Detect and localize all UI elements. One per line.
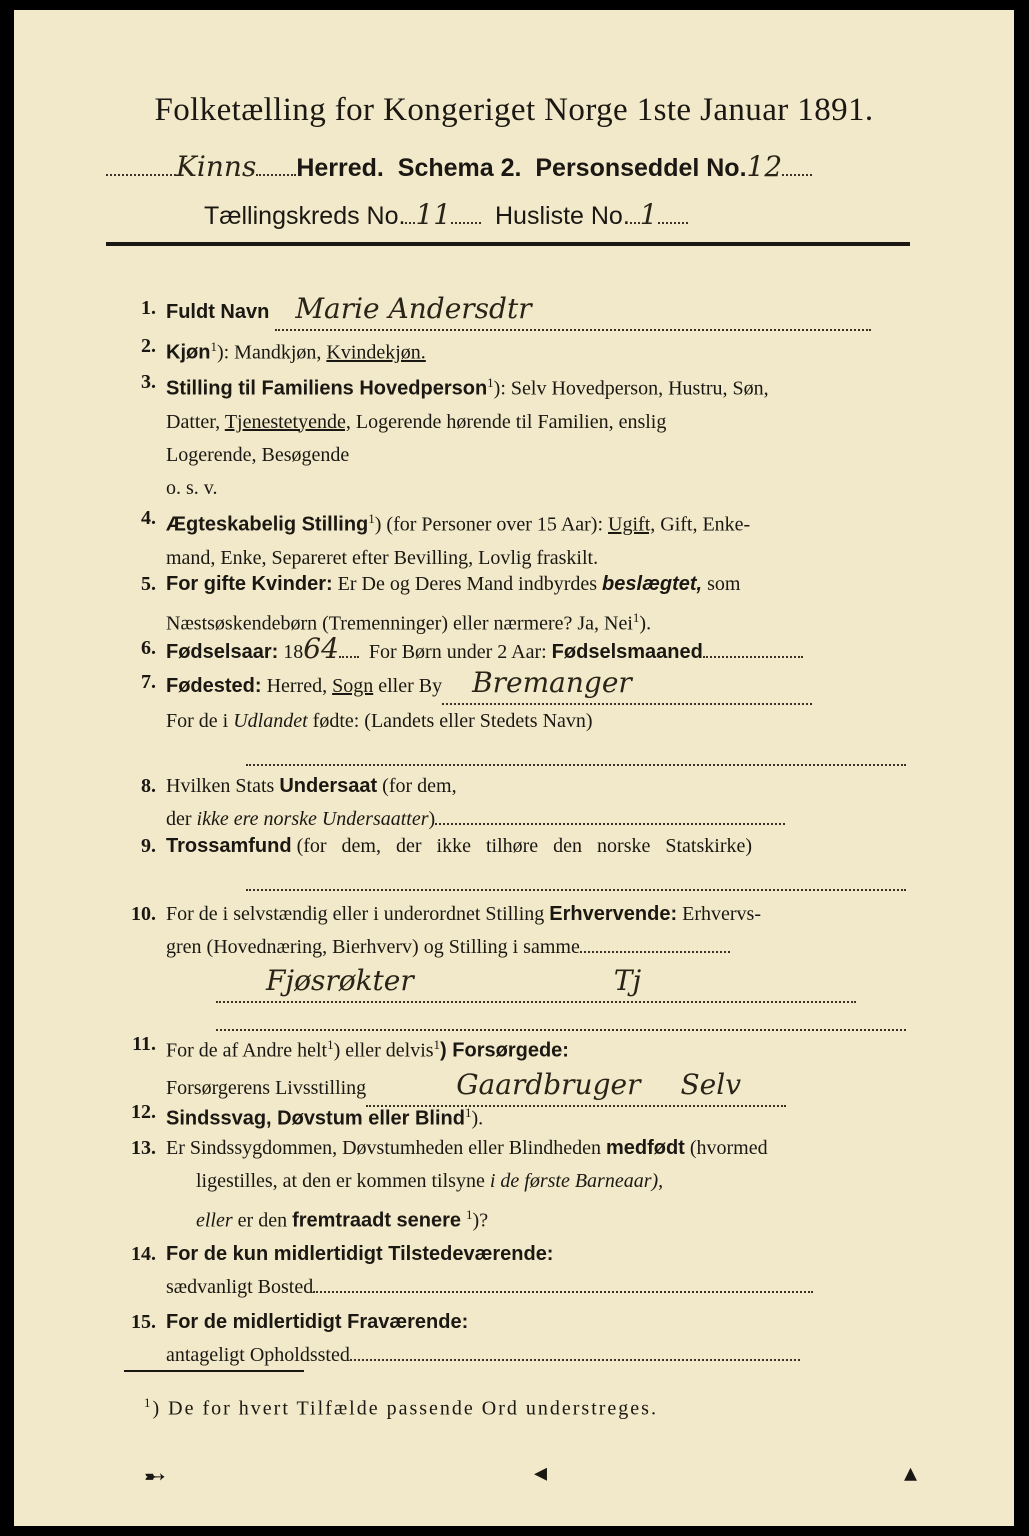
question-13: 13. Er Sindssygdommen, Døvstumheden eller Blindheden medfødt (hvormed ligestilles, at den er kommen tilsyne i de første Barneaar), eller er den fremtraadt senere $^1$)? bbox=[131, 1137, 768, 1232]
personseddel-number: 12 bbox=[746, 150, 783, 183]
full-name-answer: Marie Andersdtr bbox=[295, 292, 532, 325]
husliste-number: 1 bbox=[639, 198, 658, 231]
corner-mark-left: ➸ bbox=[144, 1462, 166, 1491]
provider-answer-b: Selv bbox=[680, 1067, 742, 1101]
foreign-birthplace-line bbox=[246, 738, 906, 766]
form-title: Folketælling for Kongeriget Norge 1ste Januar 1891. bbox=[154, 92, 874, 128]
question-7: 7. Fødested: Herred, Sogn eller By Bremanger For de i Udlandet fødte: (Landets eller Stedets Navn) bbox=[116, 666, 906, 766]
kreds-line: Tællingskreds No. 11 Husliste No. 1 bbox=[204, 198, 904, 231]
question-2: 2. Kjøn$^1$): Mandkjøn, Kvindekjøn. bbox=[141, 335, 426, 364]
corner-mark-center: ◂ bbox=[534, 1458, 548, 1487]
header-divider bbox=[106, 242, 910, 246]
occupation-answer: Fjøsrøkter bbox=[266, 964, 414, 997]
birthplace-answer: Bremanger bbox=[472, 666, 632, 699]
question-9: 9. Trossamfund (for dem, der ikke tilhøre den norske Statskirke) bbox=[116, 830, 906, 891]
question-1: 1. Fuldt Navn Marie Andersdtr bbox=[116, 292, 906, 331]
birthplace-selected: Sogn bbox=[332, 675, 374, 697]
marital-selected: Ugift, bbox=[608, 513, 656, 536]
question-4: 4. Ægteskabelig Stilling$^1$) (for Personer over 15 Aar): Ugift, Gift, Enke- mand, Enke, Separeret efter Bevilling, Lovlig fraskilt. bbox=[141, 507, 751, 569]
question-5: 5. For gifte Kvinder: Er De og Deres Mand indbyrdes beslægtet, som Næstsøskendebørn (Tremenninger) eller nærmere? Ja, Nei$^1$). bbox=[141, 573, 741, 635]
position-selected: Tjenestetyende, bbox=[224, 410, 351, 433]
question-14: 14. For de kun midlertidigt Tilstedeværende: sædvanligt Bosted bbox=[116, 1238, 906, 1304]
gender-selected: Kvindekjøn. bbox=[326, 341, 426, 364]
herred-line: Kinns Herred. Schema 2. Personseddel No.12 bbox=[106, 150, 904, 183]
question-10: 10. For de i selvstændig eller i underordnet Stilling Erhvervende: Erhvervs- gren (Hovednæring, Bierhverv) og Stilling i samme Fjøsrøkter Tj bbox=[116, 898, 906, 1031]
footnote-divider bbox=[124, 1370, 304, 1372]
question-3: 3. Stilling til Familiens Hovedperson$^1$): Selv Hovedperson, Hustru, Søn, Datter, Tjenestetyende, Logerende hørende til Familien, enslig Logerende, Besøgende o. s. v. bbox=[141, 371, 769, 499]
occupation-answer-b: Tj bbox=[613, 964, 642, 997]
birth-year-answer: 64 bbox=[303, 632, 339, 665]
question-15: 15. For de midlertidigt Fraværende: antageligt Opholdssted bbox=[116, 1306, 906, 1372]
question-11: 11. For de af Andre helt$^1$) eller delvis$^1$) Forsørgede: Forsørgerens Livsstilling Gaardbruger Selv bbox=[116, 1028, 906, 1107]
question-8: 8. Hvilken Stats Undersaat (for dem, der ikke ere norske Undersaatter) bbox=[116, 770, 906, 836]
question-12: 12. Sindssvag, Døvstum eller Blind$^1$). bbox=[131, 1101, 484, 1130]
corner-mark-right: ▴ bbox=[904, 1458, 918, 1487]
footnote: $^1$) De for hvert Tilfælde passende Ord understreges. bbox=[144, 1395, 658, 1420]
herred-handwritten: Kinns bbox=[176, 150, 257, 183]
provider-answer: Gaardbruger bbox=[456, 1067, 641, 1101]
census-form bbox=[14, 10, 1014, 1526]
question-6: 6. Fødselsaar: 1864 For Børn under 2 Aar: Fødselsmaaned bbox=[116, 632, 906, 669]
occupation-line-2 bbox=[216, 1003, 906, 1031]
religion-line bbox=[246, 863, 906, 891]
kreds-number: 11 bbox=[415, 198, 452, 231]
